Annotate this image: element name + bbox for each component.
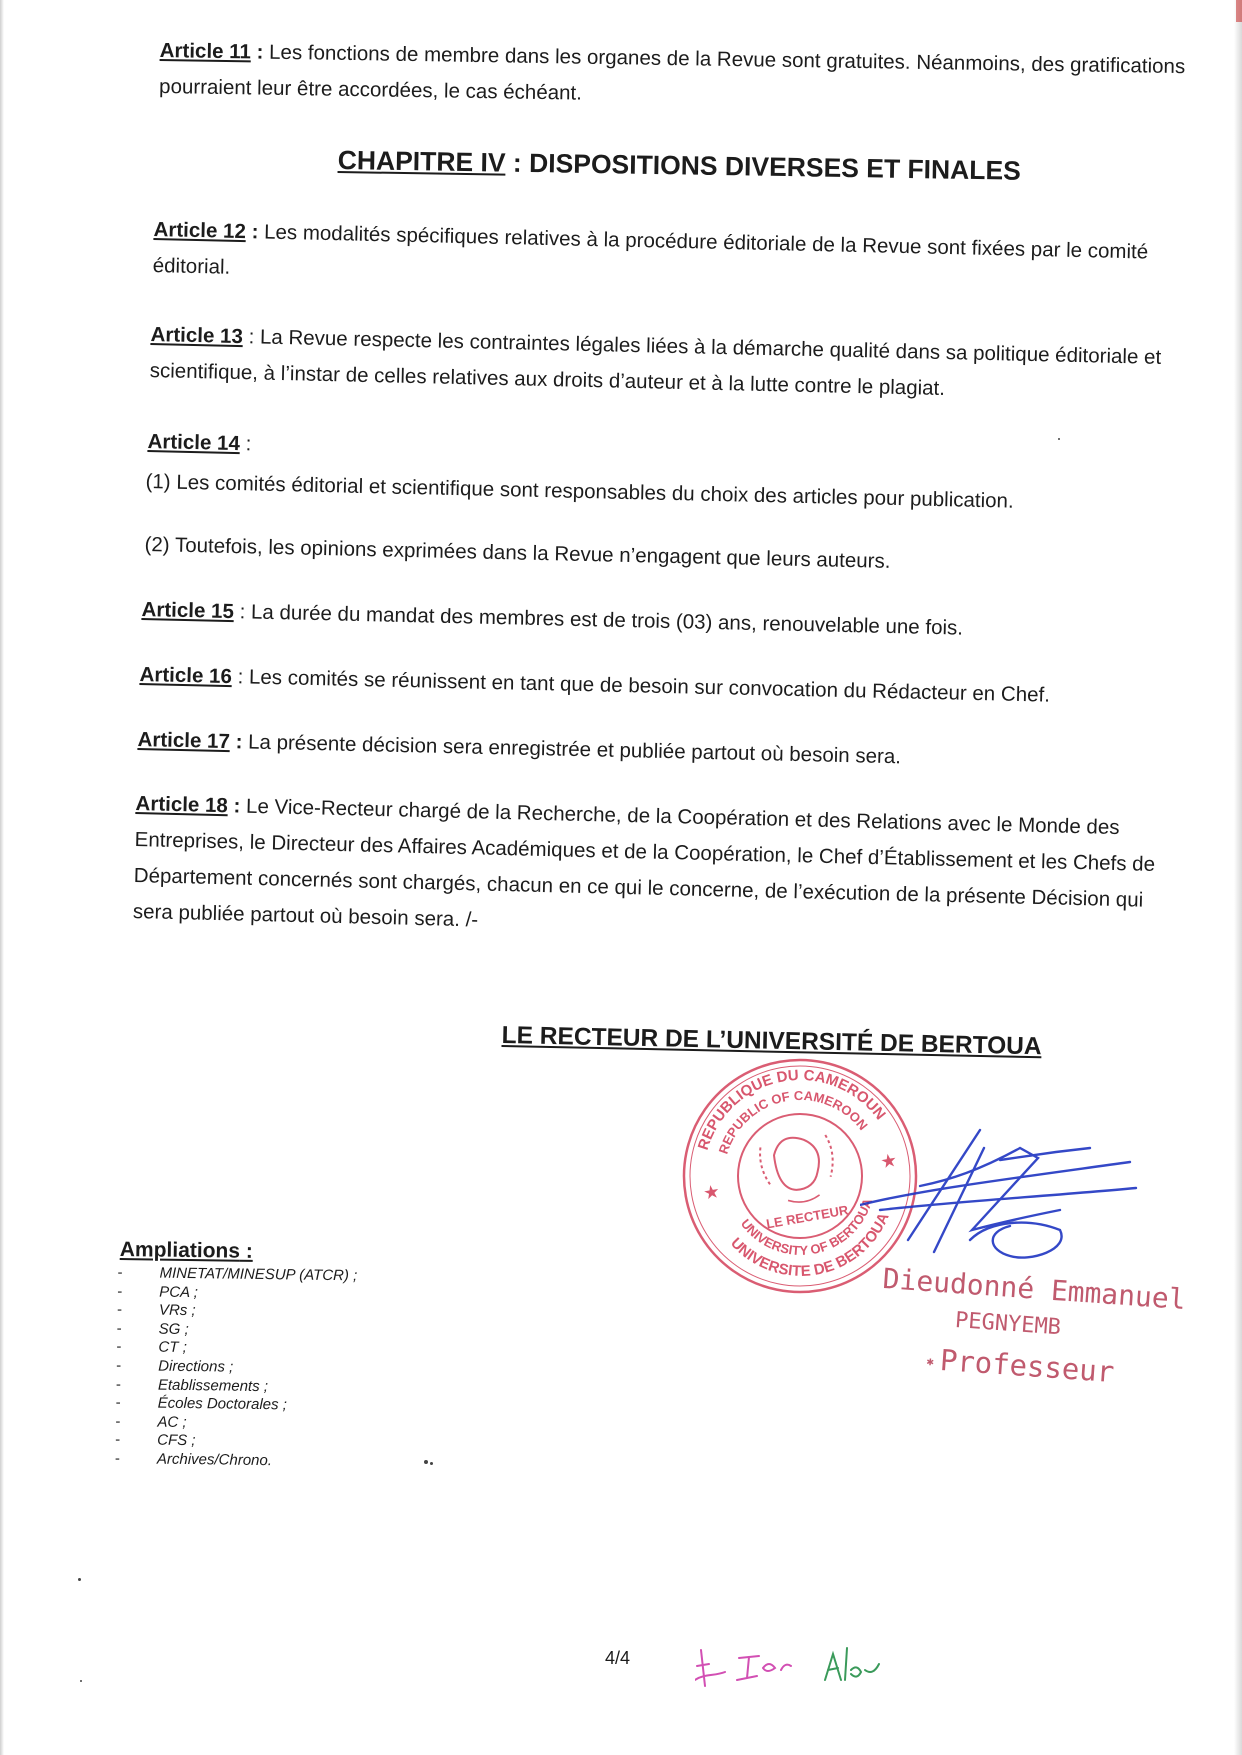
signatory-surname: PEGNYEMB xyxy=(954,1308,1062,1341)
scan-right-edge xyxy=(1234,0,1242,1755)
ampliation-item: - SG ; xyxy=(116,1319,189,1338)
stamp-text-university: UNIVERSITY OF BERTOUA xyxy=(737,1196,876,1259)
ampliation-item: - VRs ; xyxy=(116,1301,196,1320)
ampliation-item: - Archives/Chrono. xyxy=(114,1449,273,1470)
article-label: Article 11 xyxy=(159,38,252,64)
ampliations-title: Ampliations : xyxy=(119,1238,254,1263)
ampliations-title-text: Ampliations xyxy=(119,1238,241,1263)
scan-left-edge xyxy=(0,0,4,1755)
article-text: La présente décision sera enregistrée et publiée partout où besoin sera. xyxy=(247,730,902,769)
article-12: Article 12 : Les modalités spécifiques relatives à la procédure éditoriale de la Revue sont fixées par le comité éditorial. xyxy=(152,217,1149,279)
ampliations-block xyxy=(115,1238,518,1474)
handwritten-initials xyxy=(695,1640,895,1690)
article-14-paragraph-2: (2) Toutefois, les opinions exprimées dans la Revue n’engagent que leurs auteurs. xyxy=(144,532,891,573)
signatory-title: LE RECTEUR DE L’UNIVERSITÉ DE BERTOUA xyxy=(501,1022,1042,1061)
article-text: Les comités se réunissent en tant que de besoin sur convocation du Rédacteur en Chef. xyxy=(248,665,1051,707)
stamp-text-republique: REPUBLIQUE DU CAMEROUN xyxy=(694,1066,889,1153)
article-label: Article 17 xyxy=(137,727,231,754)
handwritten-signature xyxy=(860,1110,1140,1280)
article-18: Article 18 : Le Vice-Recteur chargé de la Recherche, de la Coopération et des Relations avec le Monde des Entreprises, le Directeur des Affaires Académiques et de la Coopération, le Chef d’Établissement et les Chefs de Département concernés sont chargés, chacun en ce qui le concerne, de l’exécution de la présente Décision qui sera publiée partout où besoin sera. /- xyxy=(132,791,1156,932)
stamp-star-right: ★ xyxy=(880,1152,898,1172)
scan-speck xyxy=(424,1460,428,1464)
article-14: Article 14 : xyxy=(147,429,252,456)
article-label: Article 16 xyxy=(139,662,233,689)
ampliation-item: - Etablissements ; xyxy=(115,1375,269,1395)
stamp-star-left: ★ xyxy=(703,1183,721,1203)
ampliation-item: - PCA ; xyxy=(117,1282,198,1301)
scan-speck xyxy=(78,1578,81,1581)
article-label: Article 15 xyxy=(141,597,235,624)
ampliations-list xyxy=(115,1264,518,1474)
article-text: Les fonctions de membre dans les organes de la Revue sont gratuites. Néanmoins, des gratifications pourraient leur être accordées, le cas échéant. xyxy=(158,40,1186,105)
scan-speck xyxy=(430,1462,433,1465)
stamp-text-republic: REPUBLIC OF CAMEROON xyxy=(715,1087,871,1156)
scan-corner-mark xyxy=(1236,0,1242,22)
ampliation-item: - Directions ; xyxy=(116,1356,234,1376)
chapter-label: CHAPITRE IV xyxy=(337,144,506,178)
ampliation-item: - CFS ; xyxy=(115,1431,196,1450)
article-text: La Revue respecte les contraintes légales liées à la démarche qualité dans sa politique éditoriale et scientifique, à l’instar de celles relatives aux droits d’auteur et à la lutte contre le plagiat. xyxy=(149,325,1162,401)
signatory-rank-text: Professeur xyxy=(938,1342,1116,1390)
article-14-paragraph-1: (1) Les comités éditorial et scientifique sont responsables du choix des articles pour publication. xyxy=(145,469,1014,513)
article-15: Article 15 : La durée du mandat des membres est de trois (03) ans, renouvelable une fois. xyxy=(141,597,964,640)
ampliation-item: - AC ; xyxy=(115,1412,187,1431)
chapter-heading: CHAPITRE IV : DISPOSITIONS DIVERSES ET FINALES xyxy=(337,144,1022,186)
stamp-text-recteur: LE RECTEUR xyxy=(765,1202,850,1232)
article-label: Article 13 xyxy=(150,322,244,349)
article-13: Article 13 : La Revue respecte les contraintes légales liées à la démarche qualité dans sa politique éditoriale et scientifique, à l’instar de celles relatives aux droits d’auteur et à la lutte contre le plagiat. xyxy=(149,322,1162,401)
chapter-title: DISPOSITIONS DIVERSES ET FINALES xyxy=(528,148,1022,186)
scan-speck xyxy=(1058,438,1060,440)
article-text: Les modalités spécifiques relatives à la procédure éditoriale de la Revue sont fixées par le comité éditorial. xyxy=(152,220,1149,279)
article-11: Article 11 : Les fonctions de membre dans les organes de la Revue sont gratuites. Néanmoins, des gratifications pourraient leur être accordées, le cas échéant. xyxy=(158,38,1186,105)
article-text: Le Vice-Recteur chargé de la Recherche, de la Coopération et des Relations avec le Monde des Entreprises, le Directeur des Affaires Académiques et de la Coopération, le Chef d’Établissement et les Chefs de Département concernés sont chargés, chacun en ce qui le concerne, de l’exécution de la présente Décision qui sera publiée partout où besoin sera. /- xyxy=(132,794,1156,932)
stamp-text-universite: UNIVERSITE DE BERTOUA xyxy=(727,1210,893,1281)
ampliation-item: - MINETAT/MINESUP (ATCR) ; xyxy=(117,1263,358,1285)
article-label: Article 12 xyxy=(153,217,247,244)
article-17: Article 17 : La présente décision sera enregistrée et publiée partout où besoin sera. xyxy=(137,727,902,769)
article-label: Article 14 xyxy=(147,429,241,456)
bullet-icon: ✱ xyxy=(926,1353,935,1369)
page-number: 4/4 xyxy=(605,1648,631,1668)
ampliation-item: - Écoles Doctorales ; xyxy=(115,1394,288,1414)
article-text: La durée du mandat des membres est de trois (03) ans, renouvelable une fois. xyxy=(250,600,964,640)
signatory-rank xyxy=(926,1342,1116,1389)
article-16: Article 16 : Les comités se réunissent en tant que de besoin sur convocation du Rédacteur en Chef. xyxy=(139,662,1051,707)
ampliation-item: - CT ; xyxy=(116,1338,187,1357)
article-label: Article 18 xyxy=(135,791,229,818)
signatory-name: Dieudonné Emmanuel xyxy=(881,1262,1187,1317)
scan-speck xyxy=(80,1680,82,1682)
